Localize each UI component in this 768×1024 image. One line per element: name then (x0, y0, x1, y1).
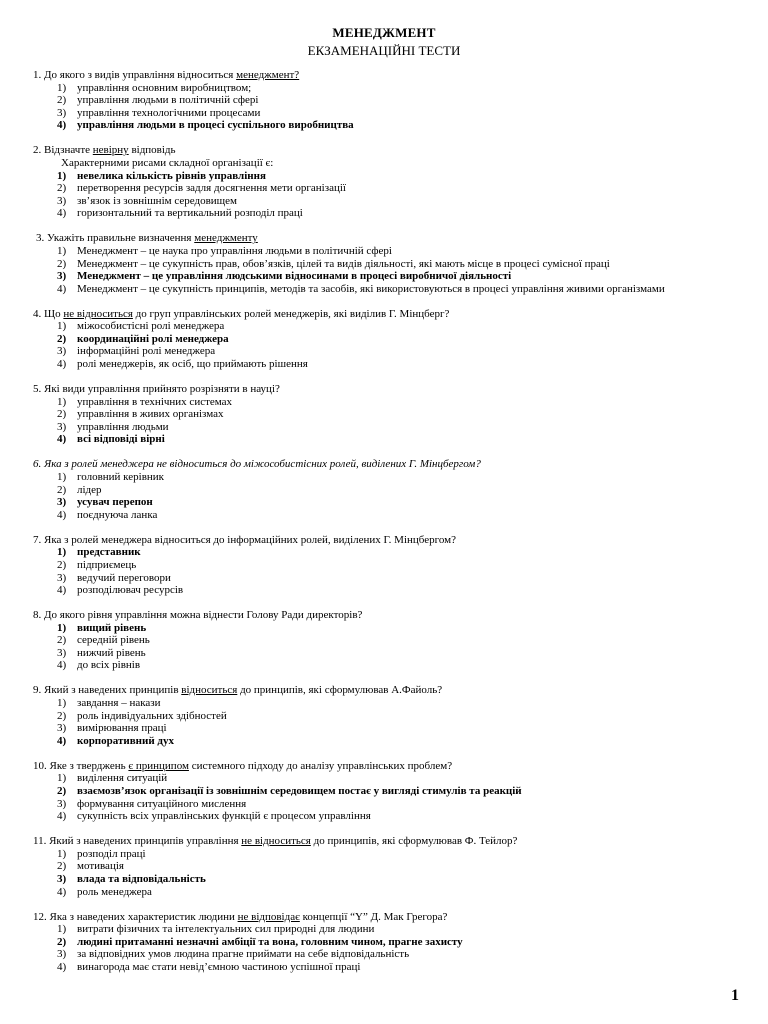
option-text: невелика кількість рівнів управління (77, 169, 266, 182)
question-note: Характерними рисами складної організації є: (61, 156, 274, 169)
option-number: 1) (57, 81, 67, 94)
option-number: 3) (57, 797, 67, 810)
option-text: поєднуюча ланка (77, 508, 158, 521)
answer-options (33, 923, 753, 973)
option-number: 3) (57, 496, 67, 509)
option-text: вимірювання праці (77, 722, 167, 735)
answer-option-correct (33, 170, 753, 183)
answer-options (33, 245, 753, 295)
option-text: головний керівник (77, 470, 165, 483)
question-text (33, 534, 753, 547)
answer-option (33, 860, 753, 873)
question-4 (33, 308, 753, 371)
option-text: вищий рівень (77, 621, 147, 634)
option-text: управління людьми (77, 420, 169, 433)
option-number: 4) (57, 119, 67, 132)
question-text-part: 2. Відзначте (33, 144, 93, 157)
answer-option (33, 408, 753, 421)
answer-option (33, 697, 753, 710)
question-text-part: 5. Які види управління прийнято розрізняти в науці? (33, 383, 280, 396)
question-2 (33, 144, 753, 220)
answer-option (33, 421, 753, 434)
answer-option-correct (33, 333, 753, 346)
question-text (33, 308, 753, 321)
question-12 (33, 911, 753, 974)
answer-option (33, 559, 753, 572)
option-text: Менеджмент – це управління людськими відносинами в процесі виробничої діяльності (77, 270, 512, 283)
option-number: 1) (57, 697, 67, 710)
answer-option (33, 107, 753, 120)
document-title: МЕНЕДЖМЕНТ (332, 25, 436, 40)
option-number: 2) (57, 257, 67, 270)
question-text (33, 684, 753, 697)
answer-options (33, 471, 753, 521)
option-number: 2) (57, 332, 67, 345)
option-text: ведучий переговори (77, 571, 171, 584)
option-number: 4) (57, 358, 67, 371)
answer-option-correct (33, 785, 753, 798)
option-text: управління людьми в політичній сфері (77, 94, 259, 107)
question-10 (33, 760, 753, 823)
question-3 (33, 232, 753, 295)
answer-option (33, 207, 753, 220)
question-text (33, 835, 753, 848)
option-number: 1) (57, 546, 67, 559)
answer-option (33, 82, 753, 95)
answer-options (33, 546, 753, 596)
question-text (33, 69, 753, 82)
option-text: управління технологічними процесами (77, 106, 261, 119)
document-subtitle: ЕКЗАМЕНАЦІЙНІ ТЕСТИ (307, 43, 461, 58)
answer-option (33, 923, 753, 936)
answer-option (33, 659, 753, 672)
option-text: управління в живих організмах (77, 408, 224, 421)
option-text: роль індивідуальних здібностей (77, 709, 227, 722)
answer-options (33, 697, 753, 747)
option-number: 4) (57, 508, 67, 521)
question-text-part: концепції “Y” Д. Мак Грегора? (299, 910, 448, 923)
answer-option (33, 572, 753, 585)
option-number: 2) (57, 182, 67, 195)
option-number: 3) (57, 194, 67, 207)
question-emphasis: не відповідає (237, 910, 300, 923)
option-number: 4) (57, 885, 67, 898)
question-text-part: до принципів, які сформулював Ф. Тейлор? (310, 835, 518, 848)
answer-options (33, 82, 753, 132)
option-number: 2) (57, 634, 67, 647)
option-text: Менеджмент – це наука про управління людьми в політичній сфері (77, 244, 392, 257)
option-number: 1) (57, 244, 67, 257)
question-6 (33, 458, 753, 521)
option-number: 1) (57, 395, 67, 408)
question-text-part: 12. Яка з наведених характеристик людини (33, 910, 238, 923)
option-number: 3) (57, 571, 67, 584)
question-text-part: 8. До якого рівня управління можна віднести Голову Ради директорів? (33, 609, 363, 622)
option-text: виділення ситуацій (77, 772, 168, 785)
option-text: витрати фізичних та інтелектуальних сил природні для людини (77, 923, 375, 936)
question-text-part: до принципів, які сформулював А.Файоль? (237, 684, 443, 697)
answer-option (33, 283, 753, 296)
option-number: 2) (57, 558, 67, 571)
option-text: корпоративний дух (77, 734, 174, 747)
option-text: розподіл праці (77, 847, 146, 860)
option-text: людині притаманні незначні амбіції та вона, головним чином, прагне захисту (77, 935, 463, 948)
question-text-part: 4. Що (33, 307, 64, 320)
answer-option (33, 245, 753, 258)
answer-option (33, 471, 753, 484)
question-11 (33, 835, 753, 898)
question-5 (33, 383, 753, 446)
page-number: 1 (731, 987, 739, 1004)
option-number: 2) (57, 94, 67, 107)
option-number: 4) (57, 207, 67, 220)
option-text: управління в технічних системах (77, 395, 233, 408)
answer-option (33, 258, 753, 271)
option-number: 2) (57, 860, 67, 873)
question-emphasis: не відноситься (63, 307, 133, 320)
answer-option (33, 182, 753, 195)
answer-option-correct (33, 270, 753, 283)
answer-option (33, 345, 753, 358)
option-text: усувач перепон (77, 496, 153, 509)
answer-option (33, 647, 753, 660)
answer-option-correct (33, 546, 753, 559)
option-number: 1) (57, 847, 67, 860)
question-list (33, 69, 753, 986)
answer-options (33, 622, 753, 672)
option-text: лідер (77, 483, 102, 496)
question-emphasis: є принципом (128, 759, 189, 772)
option-text: представник (77, 546, 141, 559)
answer-option (33, 948, 753, 961)
option-number: 1) (57, 923, 67, 936)
answer-option (33, 710, 753, 723)
question-text-part: 6. Яка з ролей менеджера не відноситься до міжособистісних ролей, виділених Г. Мінцбергом? (33, 458, 481, 471)
answer-option (33, 634, 753, 647)
question-8 (33, 609, 753, 672)
option-text: ролі менеджерів, як осіб, що приймають рішення (77, 358, 308, 371)
option-text: управління основним виробництвом; (77, 81, 252, 94)
option-number: 4) (57, 810, 67, 823)
option-text: горизонтальний та вертикальний розподіл праці (77, 207, 303, 220)
answer-option-correct (33, 119, 753, 132)
answer-option (33, 484, 753, 497)
option-text: роль менеджера (77, 885, 152, 898)
question-text-part: 3. Укажіть правильне визначення (36, 232, 195, 245)
question-emphasis: менеджмент? (236, 69, 300, 81)
option-text: до всіх рівнів (77, 659, 141, 672)
answer-option (33, 961, 753, 974)
option-number: 1) (57, 772, 67, 785)
option-text: підприємець (77, 558, 137, 571)
answer-options (33, 320, 753, 370)
option-number: 2) (57, 709, 67, 722)
option-text: мотивація (77, 860, 124, 873)
answer-option (33, 722, 753, 735)
question-text (33, 911, 753, 924)
option-number: 3) (57, 345, 67, 358)
question-text (33, 609, 753, 622)
option-number: 4) (57, 960, 67, 973)
option-text: взаємозв’язок організації із зовнішнім середовищем постає у вигляді стимулів та реакцій (77, 785, 522, 798)
question-text-part: 9. Який з наведених принципів (33, 684, 182, 697)
question-text-part: до груп управлінських ролей менеджерів, які виділив Г. Мінцберг? (132, 307, 450, 320)
option-text: Менеджмент – це сукупність принципів, методів та засобів, які використовуються в процесі управління живими організмами (77, 282, 665, 295)
option-text: всі відповіді вірні (77, 433, 165, 446)
option-text: координаційні ролі менеджера (77, 332, 229, 345)
option-number: 3) (57, 420, 67, 433)
question-text-part: 10. Яке з тверджень (33, 759, 129, 772)
option-number: 4) (57, 433, 67, 446)
option-text: розподілювач ресурсів (77, 584, 184, 597)
answer-option-correct (33, 873, 753, 886)
option-text: міжособистісні ролі менеджера (77, 320, 225, 333)
option-number: 1) (57, 470, 67, 483)
answer-option (33, 358, 753, 371)
option-number: 2) (57, 785, 67, 798)
option-number: 1) (57, 169, 67, 182)
option-text: Менеджмент – це сукупність прав, обов’язків, цілей та видів діяльності, які мають місце в процесі сумісної праці (77, 257, 610, 270)
option-text: середній рівень (77, 634, 150, 647)
question-emphasis: відноситься (181, 684, 238, 697)
option-number: 4) (57, 584, 67, 597)
answer-option-correct (33, 433, 753, 446)
question-text (33, 232, 753, 245)
answer-options (33, 772, 753, 822)
option-number: 3) (57, 270, 67, 283)
option-text: формування ситуаційного мислення (77, 797, 247, 810)
question-7 (33, 534, 753, 597)
option-text: зв’язок із зовнішнім середовищем (77, 194, 237, 207)
option-number: 3) (57, 948, 67, 961)
option-text: нижчий рівень (77, 646, 146, 659)
answer-option-correct (33, 622, 753, 635)
option-number: 1) (57, 621, 67, 634)
question-9 (33, 684, 753, 747)
question-text-part: 1. До якого з видів управління відноситься (33, 69, 237, 81)
answer-option (33, 798, 753, 811)
option-text: перетворення ресурсів задля досягнення мети організації (77, 182, 346, 195)
answer-options (33, 170, 753, 220)
question-text-part: відповідь (128, 144, 176, 157)
option-number: 4) (57, 659, 67, 672)
option-text: сукупність всіх управлінських функцій є процесом управління (77, 810, 371, 823)
option-number: 3) (57, 646, 67, 659)
question-text (33, 383, 753, 396)
answer-option (33, 195, 753, 208)
question-1 (33, 69, 753, 132)
answer-option (33, 848, 753, 861)
option-number: 3) (57, 722, 67, 735)
option-number: 1) (57, 320, 67, 333)
option-text: завдання – накази (77, 697, 161, 710)
option-number: 2) (57, 935, 67, 948)
answer-option (33, 94, 753, 107)
option-text: інформаційні ролі менеджера (77, 345, 216, 358)
question-text-part: 7. Яка з ролей менеджера відноситься до інформаційних ролей, виділених Г. Мінцбергом? (33, 533, 456, 546)
answer-option-correct (33, 936, 753, 949)
option-number: 2) (57, 483, 67, 496)
answer-option (33, 509, 753, 522)
option-number: 4) (57, 734, 67, 747)
answer-option (33, 584, 753, 597)
answer-option-correct (33, 496, 753, 509)
option-text: влада та відповідальність (77, 872, 206, 885)
question-text-part: 11. Який з наведених принципів управління (33, 835, 242, 848)
option-text: управління людьми в процесі суспільного виробництва (77, 119, 354, 132)
option-number: 3) (57, 872, 67, 885)
answer-option (33, 320, 753, 333)
answer-option (33, 886, 753, 899)
option-number: 2) (57, 408, 67, 421)
answer-option (33, 396, 753, 409)
question-text (33, 760, 753, 773)
question-emphasis: не відноситься (241, 835, 311, 848)
answer-option (33, 810, 753, 823)
answer-option (33, 772, 753, 785)
question-text (33, 458, 753, 471)
question-emphasis: менеджменту (194, 232, 258, 245)
answer-options (33, 396, 753, 446)
option-text: винагорода має стати невід’ємною частиною успішної праці (77, 960, 361, 973)
option-number: 3) (57, 106, 67, 119)
question-emphasis: невірну (92, 144, 129, 157)
answer-option-correct (33, 735, 753, 748)
option-text: за відповідних умов людина прагне приймати на себе відповідальність (77, 948, 410, 961)
option-number: 4) (57, 282, 67, 295)
answer-options (33, 848, 753, 898)
question-text-part: системного підходу до аналізу управлінських проблем? (188, 759, 453, 772)
question-text (33, 144, 753, 157)
